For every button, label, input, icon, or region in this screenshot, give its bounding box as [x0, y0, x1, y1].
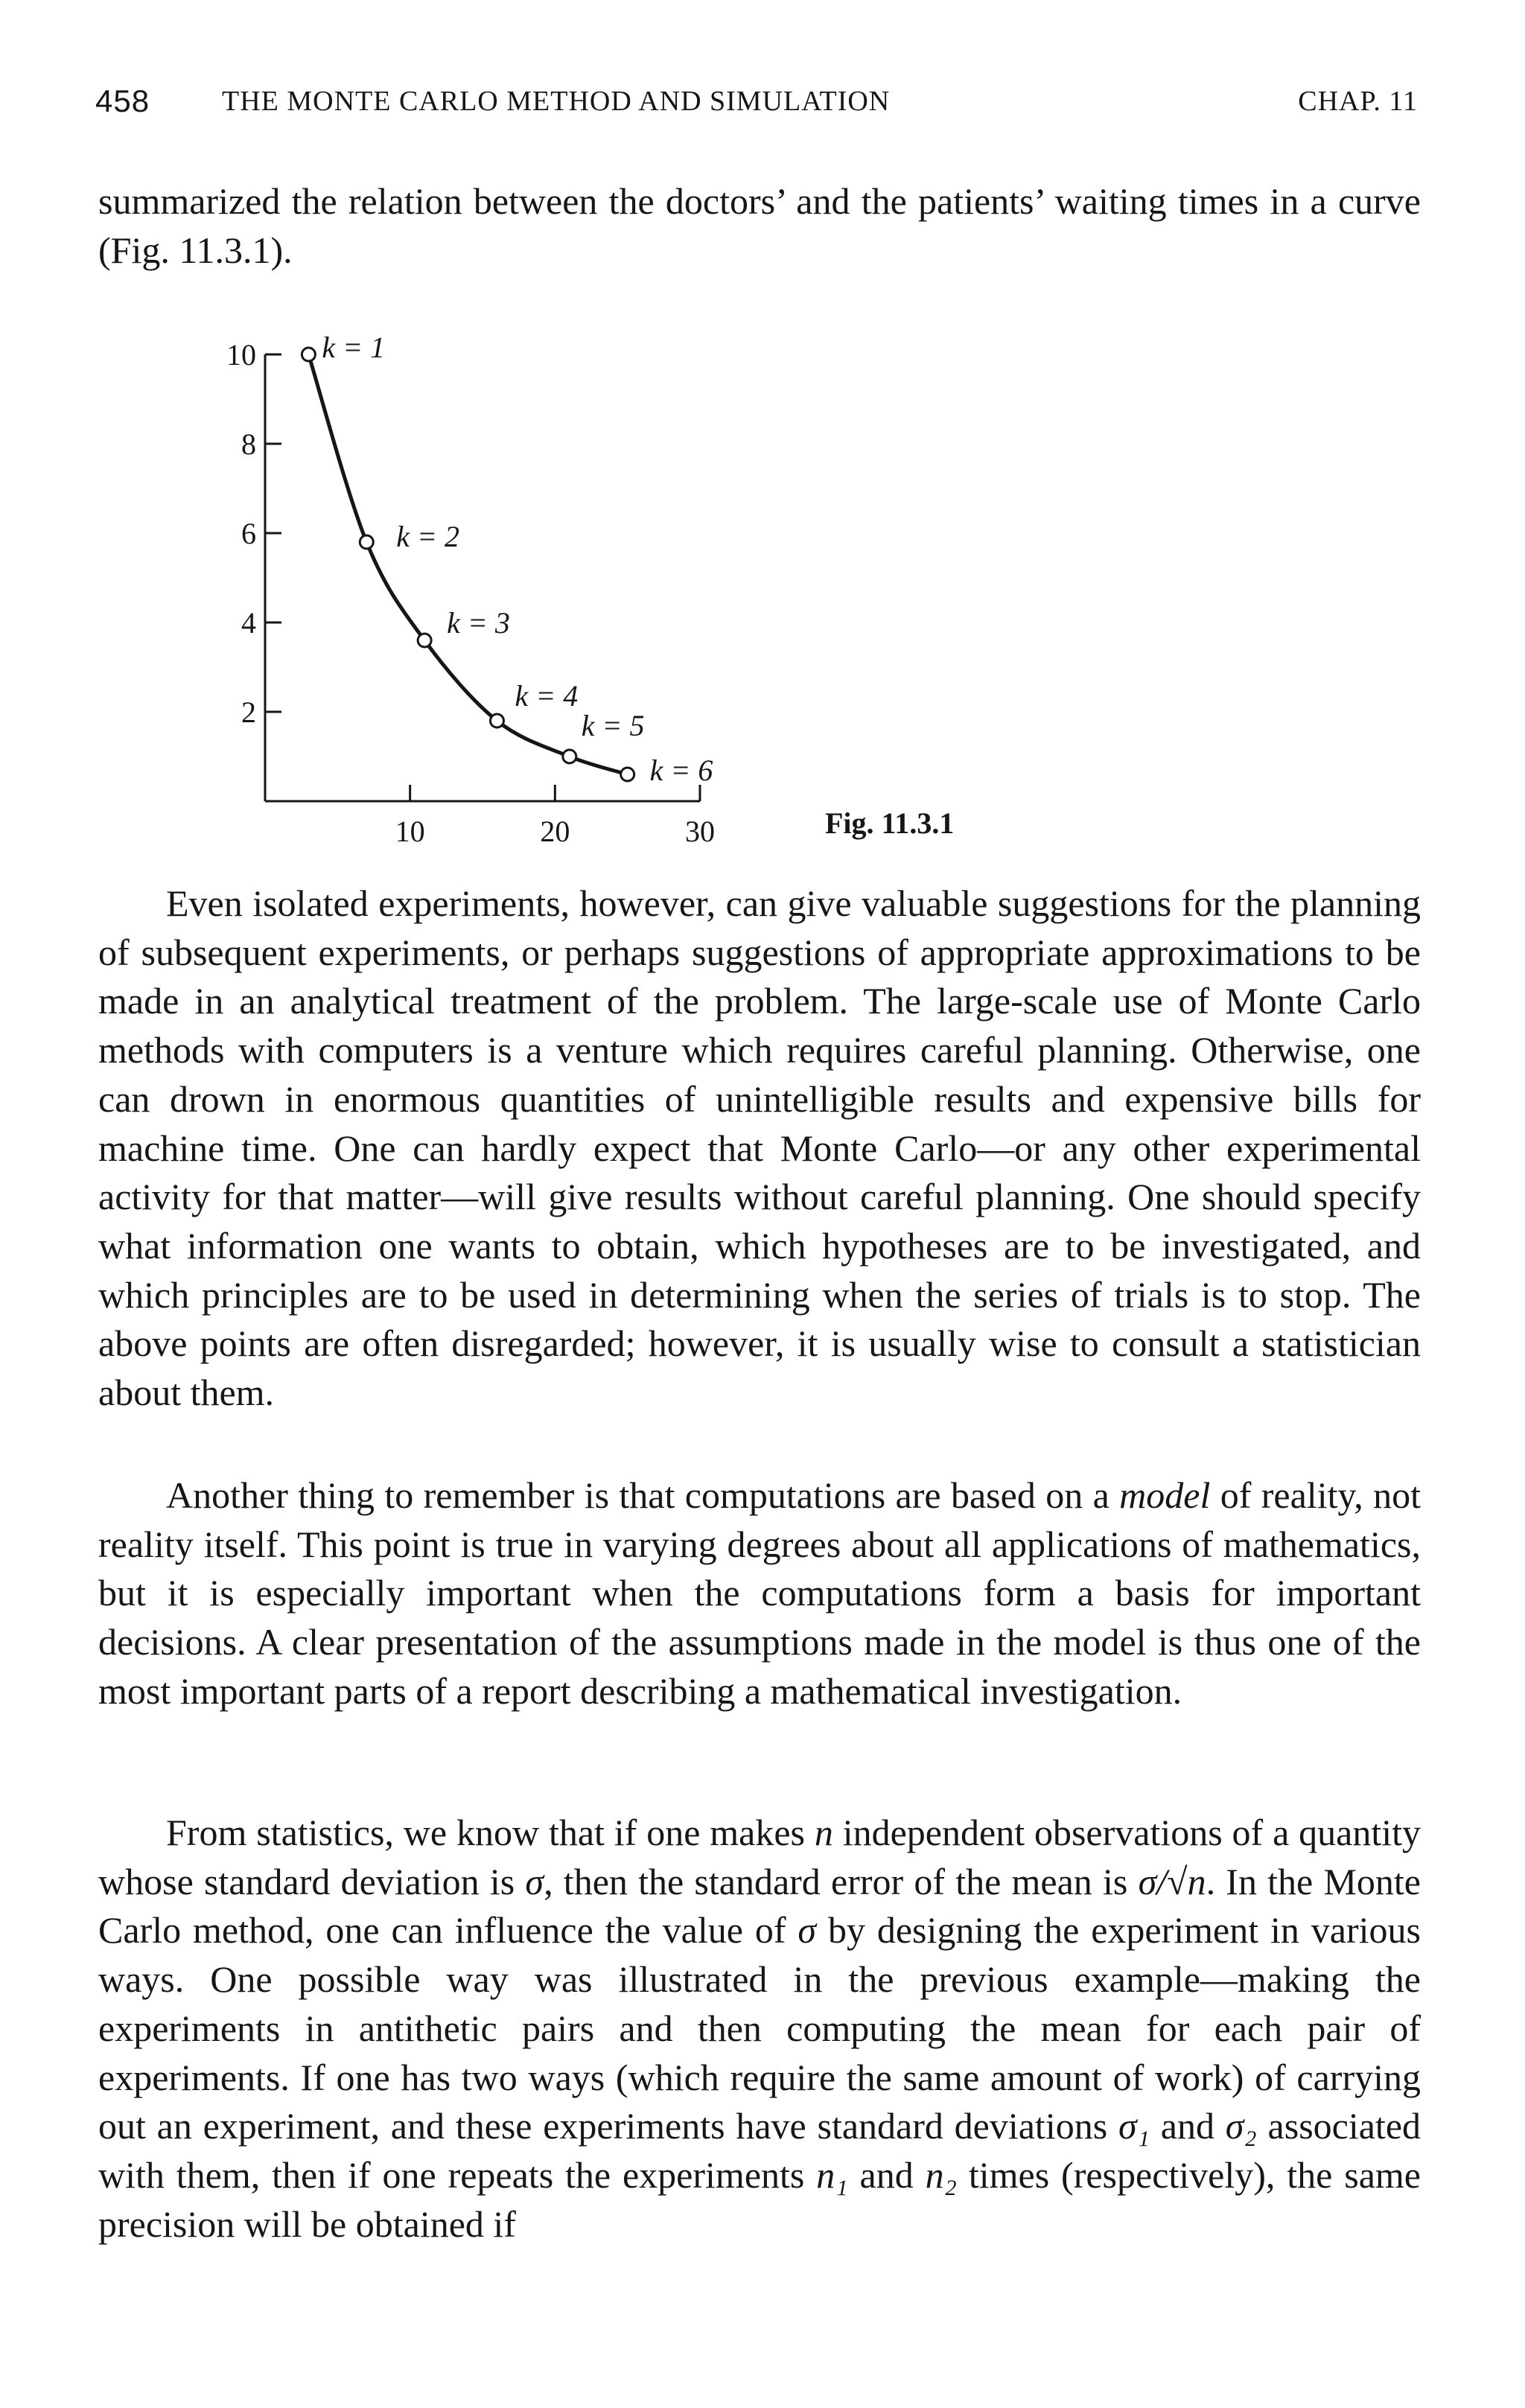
text-run: and — [847, 2153, 926, 2196]
figure-caption: Fig. 11.3.1 — [825, 806, 955, 840]
x-tick-label: 10 — [395, 815, 425, 848]
text-run: associated with them, then if one repeats the experiments — [98, 2105, 1421, 2196]
text-run: by designing the experiment in various ways. One possible way was illustrated in the previous example—making the experiments in antithetic pairs and then computing the mean for each pair of experiments. If one has two ways (which require the same amount of work) of carrying out an experiment, and these experiments have standard deviations — [98, 1909, 1421, 2147]
data-point-k-5 — [563, 750, 576, 763]
paragraph-planning: Even isolated experiments, however, can give valuable suggestions for the planning of subsequent experiments, or perhaps suggestions of appropriate approximations to be made in an analytical treatment of the problem. The large-scale use of Monte Carlo methods with computers is a venture which requires careful planning. Otherwise, one can drown in enormous quantities of unintelligible results and expensive bills for machine time. One can hardly expect that Monte Carlo—or any other experimental activity for that matter—will give results without careful planning. One should specify what information one wants to obtain, which hypotheses are to be investigated, and which principles are to be used in determining when the series of trials is to stop. The above points are often disregarded; however, it is usually wise to consult a statistician about them. — [98, 882, 1421, 1414]
math-sigma: σ — [797, 1909, 817, 1952]
data-point-k-1 — [302, 348, 315, 361]
data-point-k-2 — [360, 535, 373, 549]
data-point-k-3 — [418, 634, 431, 647]
emphasis-model: model — [1119, 1474, 1211, 1516]
point-label-k-4: k = 4 — [515, 679, 579, 713]
waiting-time-curve-chart — [201, 328, 782, 864]
y-tick-label: 4 — [241, 606, 256, 640]
text-run: Another thing to remember is that computations are based on a — [166, 1474, 1120, 1516]
x-tick-label: 20 — [540, 815, 570, 848]
x-tick-label: 30 — [685, 815, 715, 848]
chapter-label: CHAP. 11 — [1298, 86, 1418, 117]
page-number: 458 — [95, 83, 150, 118]
text-run: and — [1150, 2105, 1226, 2147]
math-n-2: n₂ — [925, 2153, 957, 2196]
text-run: of reality, not reality itself. This point is true in varying degrees about all applications of mathematics, but it is especially important when the computations form a basis for important decisions. A clear presentation of the assumptions made in the model is thus one of the most important parts of a report describing a mathematical investigation. — [98, 1474, 1421, 1712]
running-title: THE MONTE CARLO METHOD AND SIMULATION — [222, 86, 891, 117]
math-n: n — [814, 1812, 833, 1853]
math-sigma-2: σ₂ — [1225, 2105, 1257, 2147]
text-run: . In the Monte Carlo method, one can influence the value of — [98, 1860, 1421, 1952]
text-run: , then the standard error of the mean is — [544, 1860, 1139, 1902]
point-label-k-1: k = 1 — [322, 331, 386, 364]
text-run: From statistics, we know that if one makes — [166, 1812, 815, 1853]
math-sigma: σ — [525, 1860, 544, 1902]
y-tick-label: 2 — [241, 695, 256, 729]
paragraph-intro: summarized the relation between the doctors’ and the patients’ waiting times in a curve (Fig. 11.3.1). — [98, 180, 1421, 271]
point-label-k-6: k = 6 — [649, 754, 713, 787]
paragraph-model — [98, 1471, 1421, 1716]
point-label-k-3: k = 3 — [447, 606, 510, 640]
y-tick-label: 6 — [241, 517, 256, 550]
math-std-error: σ/√n — [1138, 1860, 1206, 1902]
y-tick-label: 8 — [241, 427, 256, 461]
data-point-k-6 — [621, 768, 634, 781]
paragraph-statistics — [98, 1809, 1421, 2249]
math-n-1: n₁ — [816, 2153, 848, 2196]
data-point-k-4 — [490, 714, 503, 727]
math-sigma-1: σ₁ — [1118, 2105, 1150, 2147]
page-header — [95, 83, 1418, 128]
y-tick-label: 10 — [226, 338, 256, 372]
point-label-k-5: k = 5 — [581, 709, 645, 742]
point-label-k-2: k = 2 — [396, 520, 460, 553]
waiting-time-curve — [308, 354, 627, 774]
text-run: independent observations of a quantity whose standard deviation is — [98, 1812, 1421, 1902]
figure-waiting-times — [201, 328, 782, 864]
text-run: times (respectively), the same precision will be obtained if — [98, 2153, 1421, 2245]
